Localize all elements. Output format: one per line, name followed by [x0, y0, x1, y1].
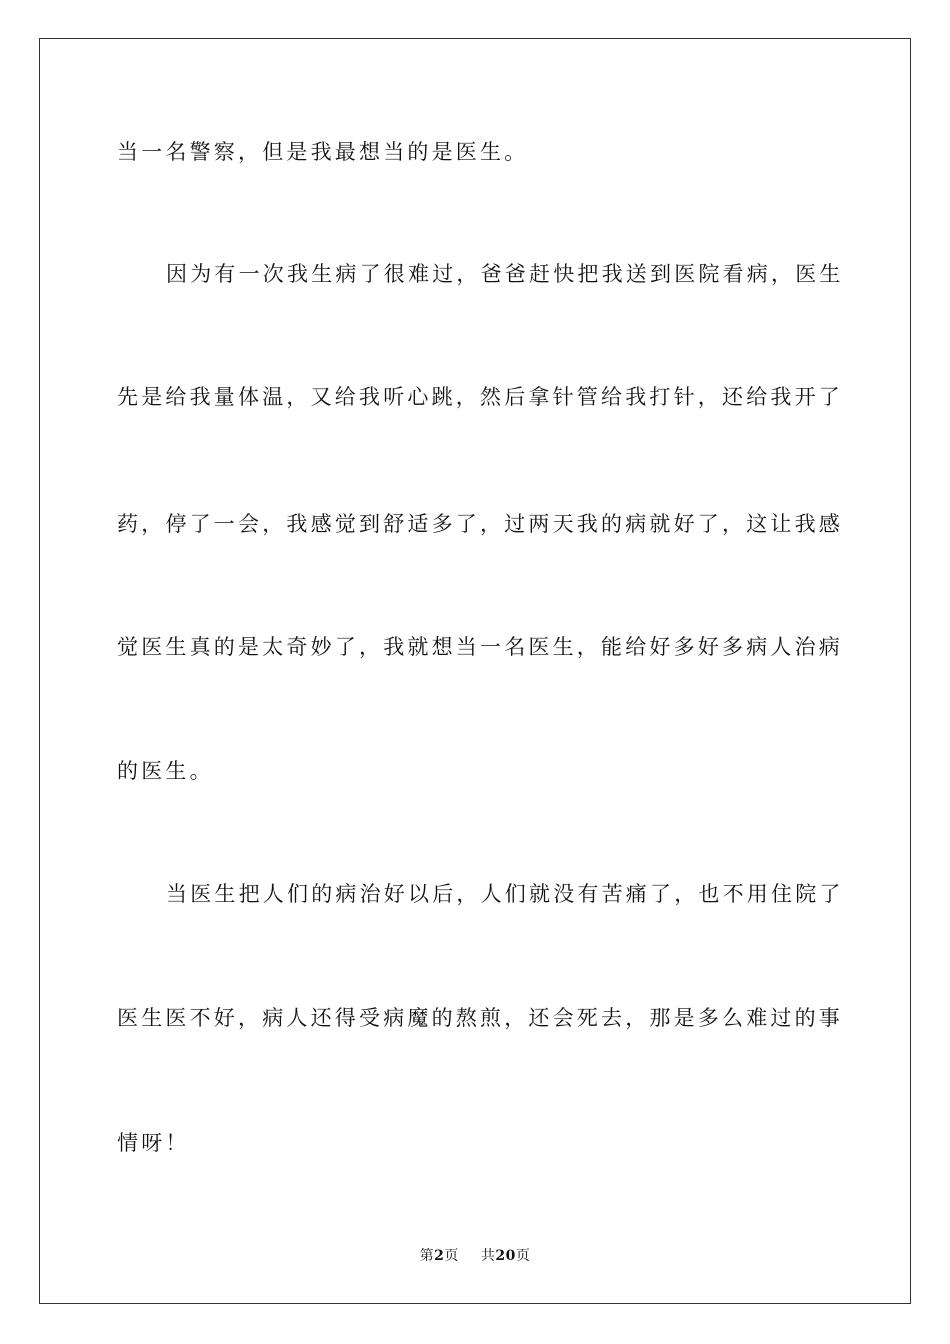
text-line-7: 当医生把人们的病治好以后，人们就没有苦痛了，也不用住院了: [166, 882, 844, 906]
total-prefix: 共: [480, 1248, 496, 1264]
page-suffix: 页: [444, 1248, 459, 1264]
page-prefix: 第: [419, 1248, 435, 1264]
page-number: 2: [434, 1248, 445, 1264]
total-suffix: 页: [515, 1248, 531, 1264]
text-line-4: 药，停了一会，我感觉到舒适多了，过两天我的病就好了，这让我感: [117, 512, 843, 536]
text-line-9: 情呀！: [117, 1131, 190, 1155]
text-line-1: 当一名警察，但是我最想当的是医生。: [117, 140, 529, 164]
text-line-2: 因为有一次我生病了很难过，爸爸赶快把我送到医院看病，医生: [166, 262, 844, 286]
text-line-3: 先是给我量体温，又给我听心跳，然后拿针管给我打针，还给我开了: [117, 385, 843, 409]
page-footer: [0, 1246, 950, 1266]
page-border: [39, 38, 911, 1304]
text-line-5: 觉医生真的是太奇妙了，我就想当一名医生，能给好多好多病人治病: [117, 635, 843, 659]
text-line-8: 医生医不好，病人还得受病魔的熬煎，还会死去，那是多么难过的事: [117, 1006, 843, 1030]
total-pages: 20: [495, 1248, 516, 1264]
text-line-6: 的医生。: [117, 759, 214, 783]
